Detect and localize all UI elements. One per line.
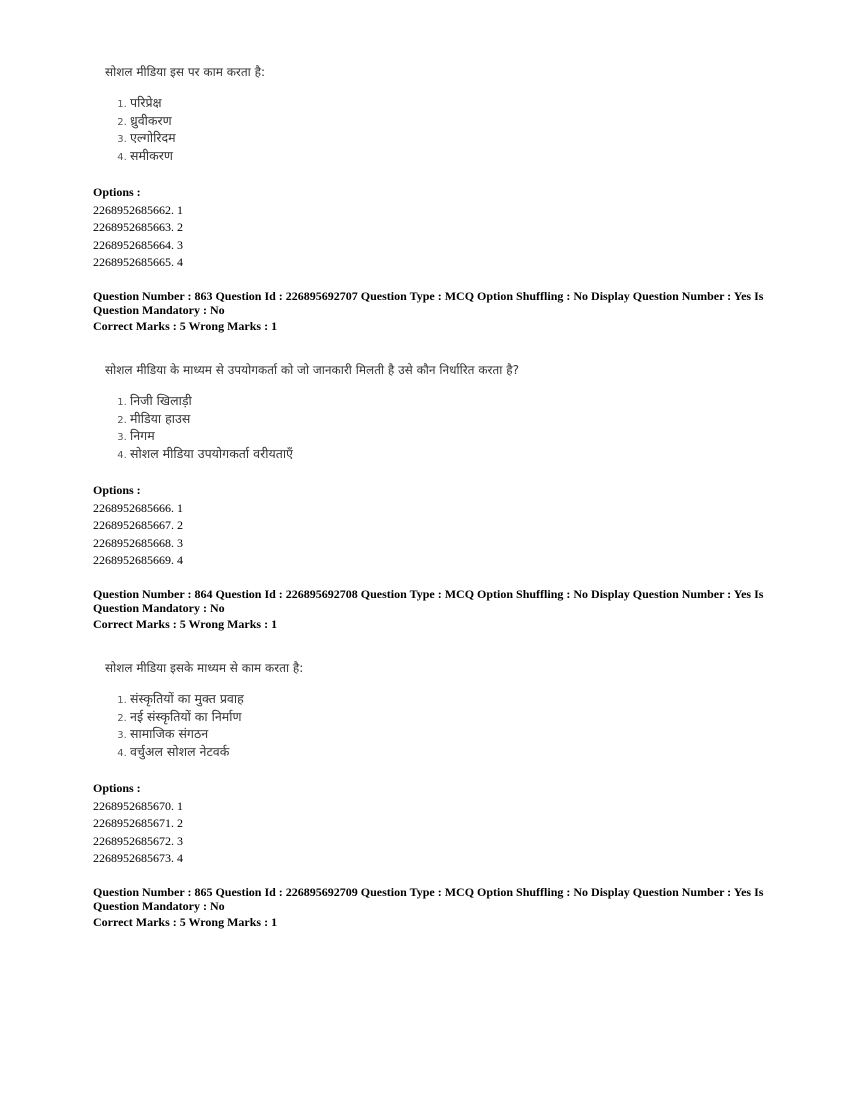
question-863-header (93, 289, 773, 333)
option-id: 2268952685668. 3 (93, 535, 183, 550)
choice-item: 1. संस्कृतियों का मुक्त प्रवाह (130, 690, 755, 708)
question-meta: Question Number : 864 Question Id : 226895692708 Question Type : MCQ Option Shuffling : No Display Question Number : Yes Is Question Mandatory : No (93, 587, 764, 615)
choice-item: 1. परिप्रेक्ष (130, 94, 755, 112)
question-text: सोशल मीडिया इसके माध्यम से काम करता है: (105, 661, 304, 675)
option-id: 2268952685664. 3 (93, 237, 183, 252)
choice-list (105, 94, 755, 164)
choice-item: 2. ध्रुवीकरण (130, 112, 755, 130)
question-863-body (105, 361, 755, 462)
option-id: 2268952685669. 4 (93, 553, 183, 567)
choice-list (105, 690, 755, 760)
choice-list (105, 392, 755, 462)
question-marks: Correct Marks : 5 Wrong Marks : 1 (93, 915, 278, 929)
choice-item: 4. सोशल मीडिया उपयोगकर्ता वरीयताएँ (130, 445, 755, 463)
options-862 (93, 184, 773, 272)
choice-item: 4. समीकरण (130, 147, 755, 165)
option-id: 2268952685663. 2 (93, 220, 183, 234)
option-id: 2268952685670. 1 (93, 798, 183, 813)
option-id: 2268952685671. 2 (93, 816, 183, 830)
choice-item: 2. मीडिया हाउस (130, 410, 755, 428)
option-id: 2268952685673. 4 (93, 851, 183, 865)
options-label: Options : (93, 781, 141, 795)
options-label: Options : (93, 185, 141, 199)
option-id: 2268952685672. 3 (93, 833, 183, 848)
question-marks: Correct Marks : 5 Wrong Marks : 1 (93, 617, 278, 631)
question-865-header (93, 885, 773, 929)
question-meta: Question Number : 865 Question Id : 226895692709 Question Type : MCQ Option Shuffling : No Display Question Number : Yes Is Question Mandatory : No (93, 885, 764, 913)
choice-item: 2. नई संस्कृतियों का निर्माण (130, 708, 755, 726)
question-meta: Question Number : 863 Question Id : 226895692707 Question Type : MCQ Option Shuffling : No Display Question Number : Yes Is Question Mandatory : No (93, 289, 764, 317)
question-text: सोशल मीडिया इस पर काम करता है: (105, 65, 265, 79)
choice-item: 3. निगम (130, 427, 755, 445)
option-id: 2268952685666. 1 (93, 500, 183, 515)
choice-item: 3. सामाजिक संगठन (130, 725, 755, 743)
choice-item: 4. वर्चुअल सोशल नेटवर्क (130, 743, 755, 761)
option-id: 2268952685662. 1 (93, 202, 183, 217)
option-id: 2268952685667. 2 (93, 518, 183, 532)
question-marks: Correct Marks : 5 Wrong Marks : 1 (93, 319, 278, 333)
question-text: सोशल मीडिया के माध्यम से उपयोगकर्ता को जो जानकारी मिलती है उसे कौन निर्धारित करता है? (105, 363, 519, 377)
question-862-body (105, 63, 755, 164)
question-864-body (105, 659, 755, 760)
options-864 (93, 780, 773, 868)
option-id: 2268952685665. 4 (93, 255, 183, 269)
question-864-header (93, 587, 773, 631)
choice-item: 1. निजी खिलाड़ी (130, 392, 755, 410)
options-label: Options : (93, 483, 141, 497)
choice-item: 3. एल्गोरिदम (130, 129, 755, 147)
options-863 (93, 482, 773, 570)
